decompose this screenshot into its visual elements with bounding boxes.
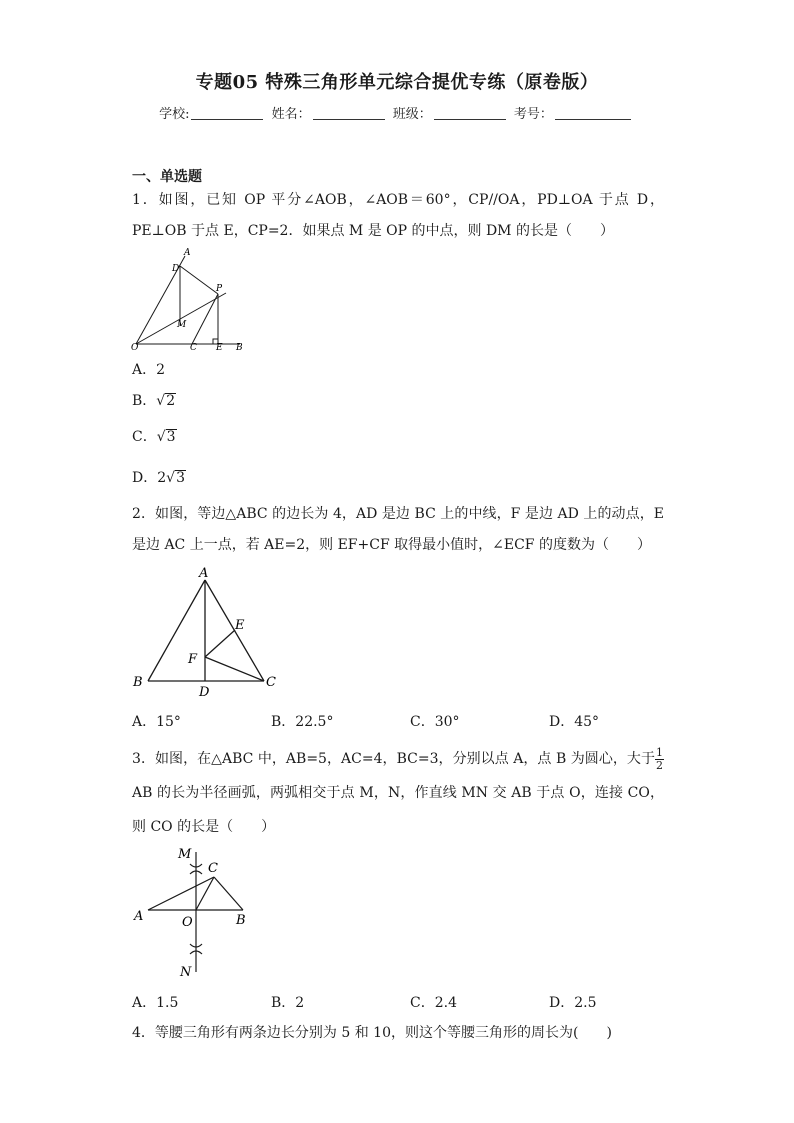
label-m: M xyxy=(178,847,192,862)
line-ac xyxy=(148,877,214,910)
label-d: D xyxy=(172,264,180,274)
label-c: C xyxy=(190,343,197,353)
school-blank[interactable] xyxy=(191,119,263,120)
section-title: 一、单选题 xyxy=(132,169,202,185)
label-a: A xyxy=(134,909,144,924)
line-bc xyxy=(214,877,243,910)
line-cp xyxy=(192,294,218,344)
question-3-stem: 3．如图，在△ABC 中，AB=5，AC=4，BC=3，分别以点 A，点 B 为圆心，大于 $\frac{1}{2}$ AB 的长为半径画弧，两弧相交于点 M，N，作直线 MN 交 AB 于点 O，连接 CO，则 CO 的长是（ ） xyxy=(132,745,664,835)
question-3-options xyxy=(132,992,692,1012)
question-1-option-a[interactable]: A．2 xyxy=(132,362,166,378)
fraction-one-half: $\frac{1}{2}$ xyxy=(656,745,663,772)
question-2-options xyxy=(132,711,692,731)
student-info-line xyxy=(0,103,794,122)
label-a: A xyxy=(184,248,191,258)
question-3-option-a[interactable]: A．1.5 xyxy=(132,995,179,1011)
question-1-figure xyxy=(128,246,253,356)
question-3-option-c[interactable]: C．2.4 xyxy=(410,995,457,1011)
question-3-option-d[interactable]: D．2.5 xyxy=(549,995,597,1011)
class-label: 班级： xyxy=(392,107,432,122)
question-2-option-d[interactable]: D．45° xyxy=(549,714,600,730)
line-dp xyxy=(180,266,218,294)
label-a: A xyxy=(199,566,209,581)
label-d: D xyxy=(199,685,210,700)
question-1-option-d[interactable]: D．2√3 xyxy=(132,470,185,486)
question-2-option-b[interactable]: B．22.5° xyxy=(271,714,334,730)
question-4-stem: 4．等腰三角形有两条边长分别为 5 和 10，则这个等腰三角形的周长为( ) xyxy=(132,1025,612,1041)
question-3-option-b[interactable]: B．2 xyxy=(271,995,305,1011)
label-b: B xyxy=(133,675,143,690)
name-label: 姓名： xyxy=(271,107,311,122)
line-op xyxy=(136,293,226,344)
label-m: M xyxy=(177,320,187,330)
label-b: B xyxy=(236,343,243,353)
line-fe xyxy=(205,630,235,657)
question-2-stem: 2．如图，等边△ABC 的边长为 4，AD 是边 BC 上的中线，F 是边 AD 上的动点，E 是边 AC 上一点，若 AE=2，则 EF+CF 取得最小值时，∠ECF 的度数为（ ） xyxy=(132,506,664,553)
label-b: B xyxy=(236,913,246,928)
question-2-figure xyxy=(128,562,278,702)
label-e: E xyxy=(216,343,223,353)
label-e: E xyxy=(235,618,245,633)
question-3-figure xyxy=(128,840,258,980)
question-1-stem: 1．如图，已知 OP 平分∠AOB，∠AOB＝60°，CP//OA，PD⊥OA 于点 D，PE⊥OB 于点 E，CP=2．如果点 M 是 OP 的中点，则 DM 的长是（ ） xyxy=(132,192,664,239)
label-p: P xyxy=(216,284,223,294)
label-f: F xyxy=(188,652,198,667)
exam-no-label: 考号： xyxy=(513,107,553,122)
question-1-option-b[interactable]: B．√2 xyxy=(132,393,176,409)
name-blank[interactable] xyxy=(313,119,385,120)
school-label: 学校: xyxy=(159,107,190,122)
label-c: C xyxy=(208,861,218,876)
question-2-option-c[interactable]: C．30° xyxy=(410,714,460,730)
question-1-option-c[interactable]: C．√3 xyxy=(132,429,176,445)
line-fc xyxy=(205,657,264,681)
label-o: O xyxy=(182,915,193,930)
class-blank[interactable] xyxy=(434,119,506,120)
exam-no-blank[interactable] xyxy=(555,119,631,120)
label-c: C xyxy=(266,675,276,690)
label-n: N xyxy=(180,965,192,980)
label-o: O xyxy=(131,343,139,353)
page-title: 专题05 特殊三角形单元综合提优专练（原卷版） xyxy=(195,72,599,93)
question-2-option-a[interactable]: A．15° xyxy=(132,714,181,730)
